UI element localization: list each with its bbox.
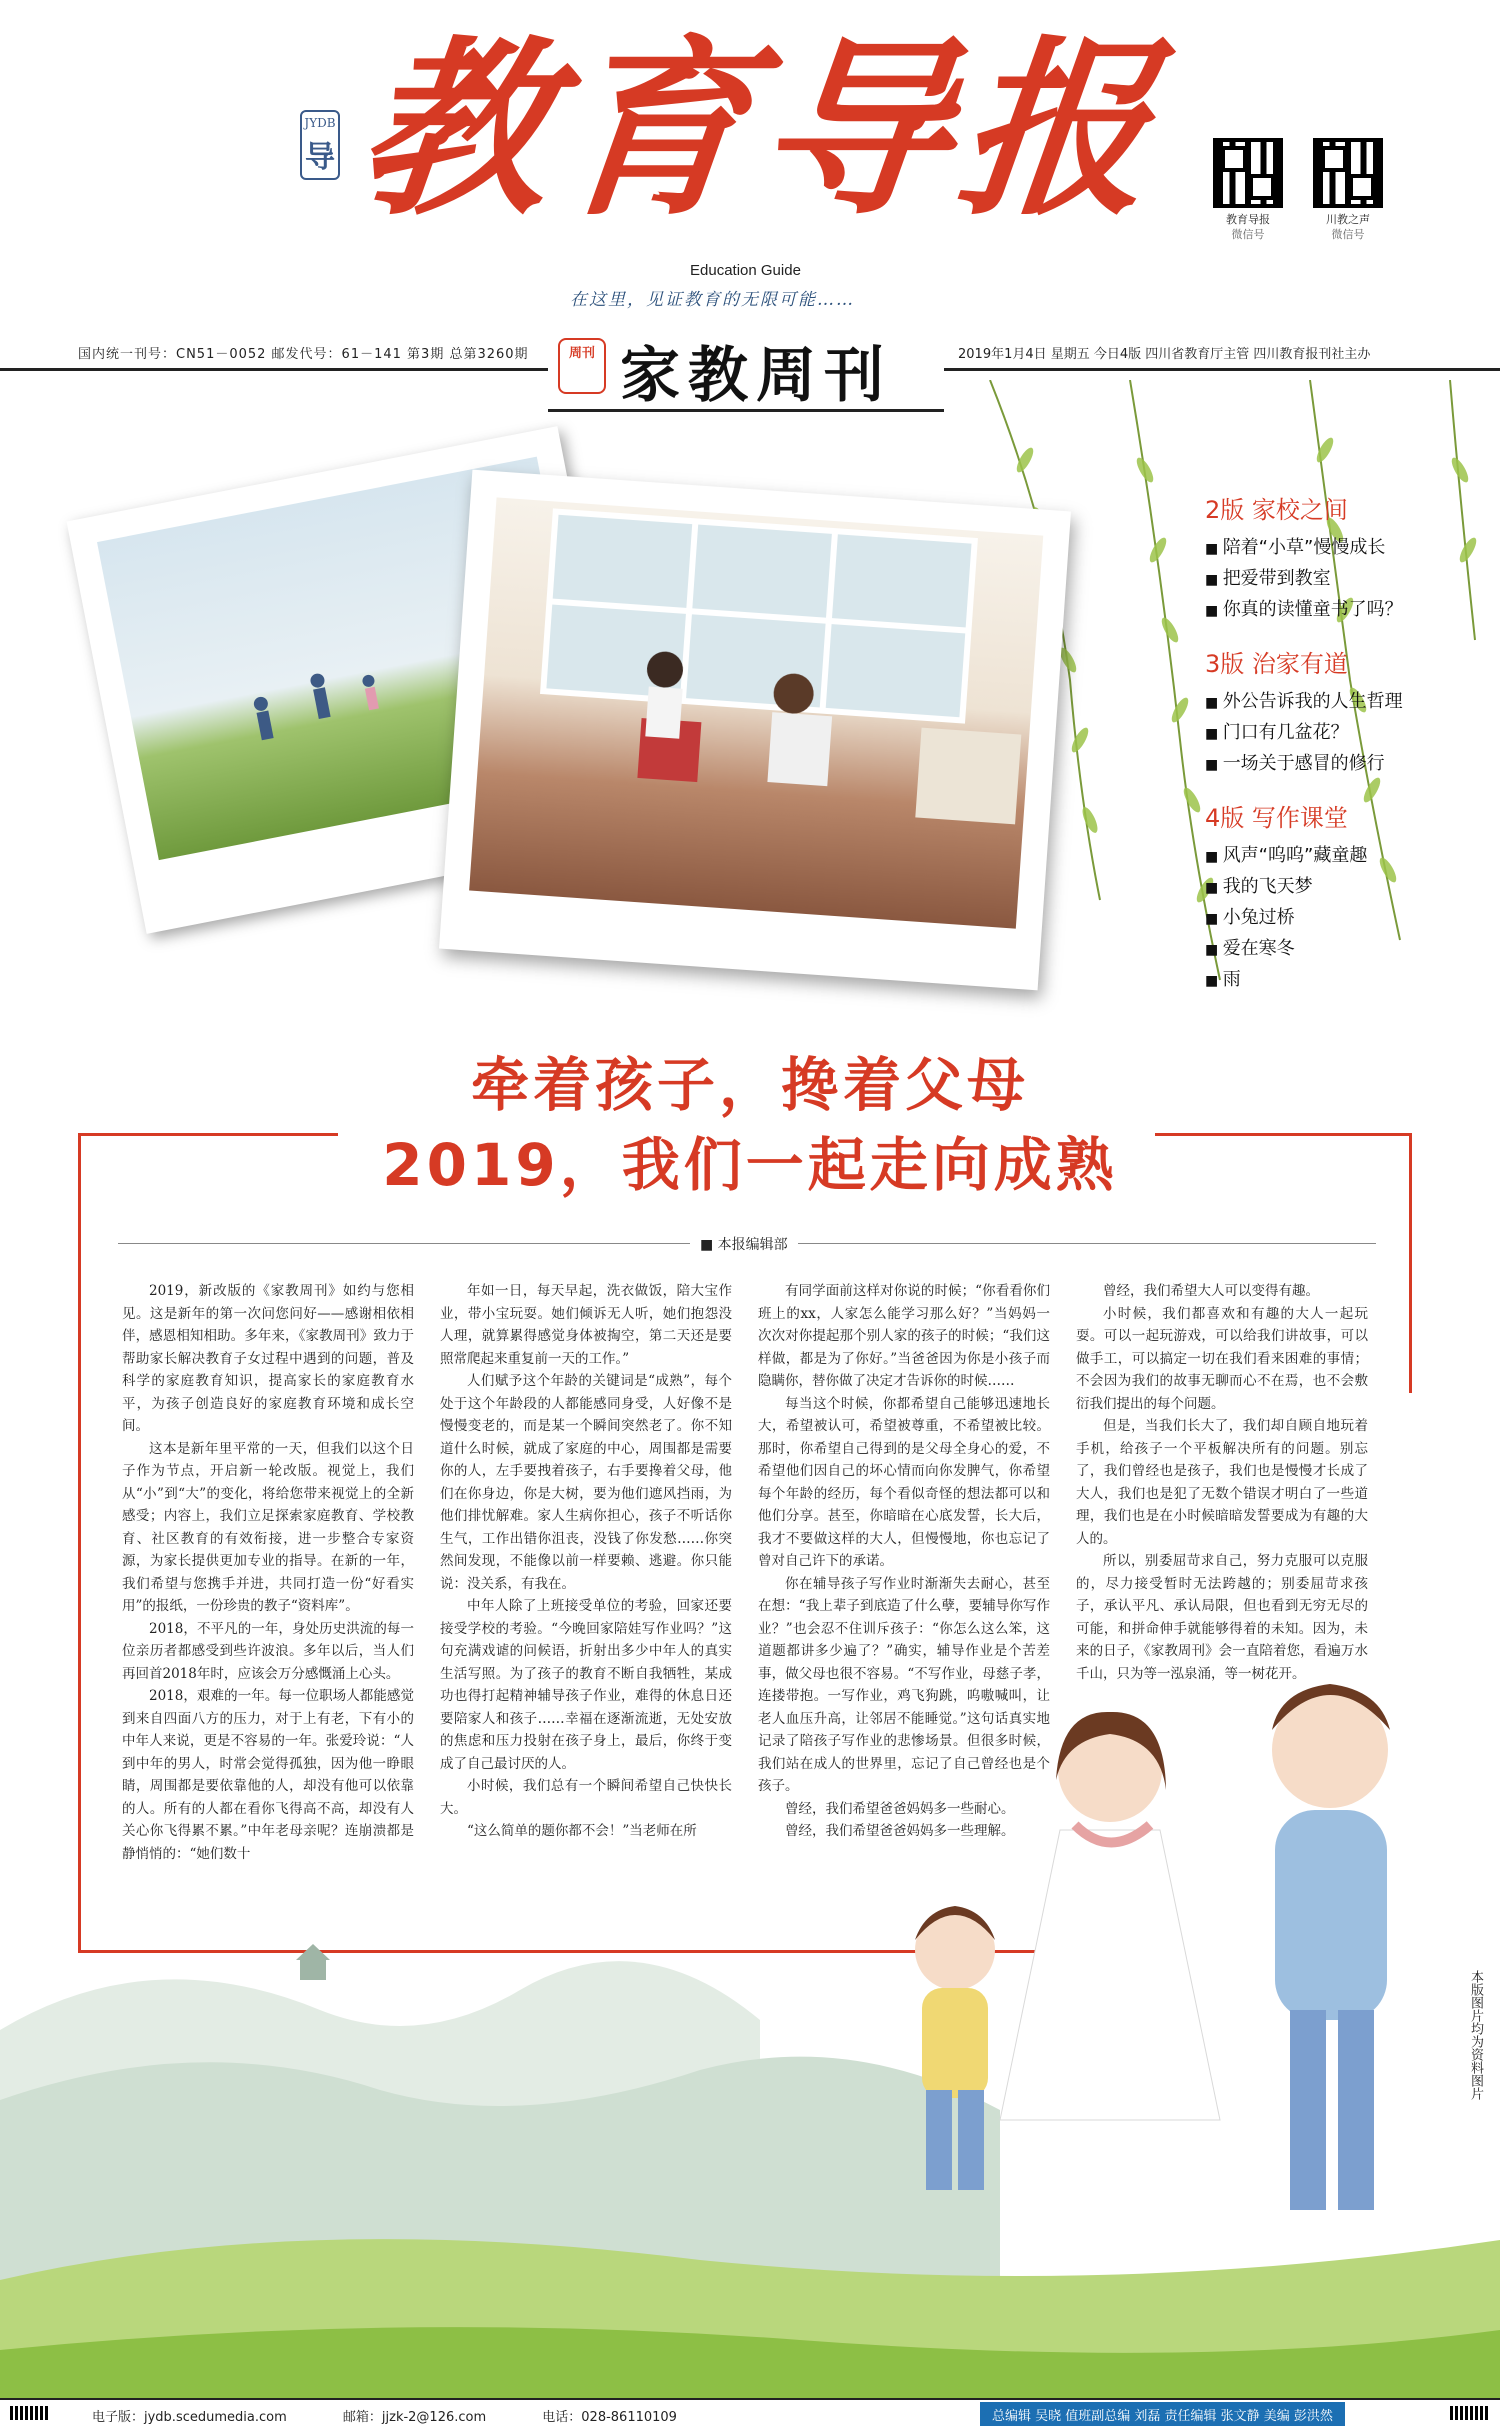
frame-border xyxy=(78,1133,338,1136)
toc-item[interactable]: ■ 一场关于感冒的修行 xyxy=(1205,749,1475,780)
weekly-title: 家教周刊 xyxy=(620,341,892,411)
paragraph: 2019，新改版的《家教周刊》如约与您相见。这是新年的第一次问您问好——感谢相依相伴，感恩相知相助。多年来，《家教周刊》致力于帮助家长解决教育子女过程中遇到的问题，普及科学的家庭教育知识，提高家长的家庭教育水平，为孩子创造良好的家庭教育环境和成长空间。 xyxy=(122,1283,414,1434)
frame-border xyxy=(1409,1133,1412,1393)
toc-heading[interactable]: 3版 治家有道 xyxy=(1205,650,1348,678)
barcode-decoration-icon xyxy=(1450,2406,1490,2420)
qr-code-icon[interactable] xyxy=(1313,138,1383,208)
paragraph: 这本是新年里平常的一天，但我们以这个日子作为节点，开启新一轮改版。视觉上，我们从“小”到“大”的变化，将给您带来视觉上的全新感受；内容上，我们立足探索家庭教育、学校教育、社区教育的有效衔接，进一步整合专家资源，为家长提供更加专业的指导。在新的一年，我们希望与您携手并进，共同打造一份“好看实用”的报纸，一份珍贵的教子“资料库”。 xyxy=(122,1440,414,1614)
toc-item[interactable]: ■ 门口有几盆花？ xyxy=(1205,718,1475,749)
paragraph: 人们赋予这个年龄的关键词是“成熟”，每个处于这个年龄段的人都能感同身受，人好像不是慢慢变老的，而是某一个瞬间突然老了。你不知道什么时候，就成了家庭的中心，周围都是需要你的人，左手要拽着孩子，右手要搀着父母，他们在你身边，你是大树，要为他们遮风挡雨，为他们排忧解难。家人生病你担心，孩子不听话你生气，工作出错你沮丧，没钱了你发愁……你突然间发现，不能像以前一样要赖、逃避。你只能说：没关系，有我在。 xyxy=(440,1373,732,1592)
image-credit-note: 本版图片均为资料图片 xyxy=(1468,1970,1483,2100)
paragraph: 曾经，我们希望大人可以变得有趣。 xyxy=(1103,1283,1319,1299)
paragraph: 小时候，我们都喜欢和有趣的大人一起玩耍。可以一起玩游戏，可以给我们讲故事，可以做手工，可以搞定一切在我们看来困难的事情；不会因为我们的故事无聊而心不在焉，也不会敷衍我们提出的每个问题。 xyxy=(1076,1305,1368,1412)
weekly-banner xyxy=(548,322,944,412)
issue-info: 国内统一刊号：CN51－0052 邮发代号：61－141 第3期 总第3260期 xyxy=(78,347,529,362)
toc-heading[interactable]: 2版 家校之间 xyxy=(1205,496,1348,524)
qr-code-icon[interactable] xyxy=(1213,138,1283,208)
paragraph: 2018，不平凡的一年，身处历史洪流的每一位亲历者都感受到些许波浪。多年以后，当人们再回首2018年时，应该会万分感慨涌上心头。 xyxy=(122,1620,414,1682)
qr-label: 川教之声 微信号 xyxy=(1326,213,1370,241)
footer-editors: 总编辑 吴晓 值班副总编 刘磊 责任编辑 张文静 美编 彭洪然 xyxy=(980,2402,1345,2426)
toc-item[interactable]: ■ 陪着“小草”慢慢成长 xyxy=(1205,533,1475,564)
headline-line1: 牵着孩子，搀着父母 xyxy=(470,1051,1029,1119)
article-column xyxy=(440,1280,732,1843)
toc-heading[interactable]: 4版 写作课堂 xyxy=(1205,804,1348,832)
qr-label: 教育导报 微信号 xyxy=(1226,213,1270,241)
frame-border xyxy=(1155,1133,1412,1136)
article-headline xyxy=(0,1045,1500,1205)
toc-item[interactable]: ■ 爱在寒冬 xyxy=(1205,934,1475,965)
frame-border xyxy=(78,1133,81,1953)
page-footer xyxy=(0,2398,1500,2428)
toc-item[interactable]: ■ 你真的读懂童书了吗？ xyxy=(1205,595,1475,626)
paragraph: 但是，当我们长大了，我们却自顾自地玩着手机，给孩子一个平板解决所有的问题。别忘了，我们曾经也是孩子，我们也是慢慢才长成了大人，我们也是犯了无数个错误才明白了一些道理，我们也是在小时候暗暗发誓要成为有趣的大人的。 xyxy=(1076,1418,1368,1547)
toc-item[interactable]: ■ 小兔过桥 xyxy=(1205,903,1475,934)
headline-line2: 2019，我们一起走向成熟 xyxy=(382,1131,1118,1199)
barcode-decoration-icon xyxy=(10,2406,50,2420)
date-info: 2019年1月4日 星期五 今日4版 四川省教育厅主管 四川教育报刊社主办 xyxy=(958,347,1371,362)
toc-item[interactable]: ■ 外公告诉我的人生哲理 xyxy=(1205,687,1475,718)
mother-daughter-photo xyxy=(439,470,1071,991)
newspaper-logo-icon xyxy=(300,110,340,180)
footer-contact xyxy=(92,2406,729,2425)
newspaper-slogan: 在这里，见证教育的无限可能…… xyxy=(570,290,855,310)
newspaper-title: 教育导报 xyxy=(348,18,1172,241)
paragraph: 曾经，我们希望爸爸妈妈多一些理解。 xyxy=(785,1823,1015,1839)
newspaper-title-en: Education Guide xyxy=(690,262,801,279)
paragraph: 小时候，我们总有一个瞬间希望自己快快长大。 xyxy=(440,1778,732,1817)
paragraph: 曾经，我们希望爸爸妈妈多一些耐心。 xyxy=(785,1800,1015,1817)
paragraph: 所以，别委屈苛求自己，努力克服可以克服的，尽力接受暂时无法跨越的；别委屈苛求孩子，承认平凡、承认局限，但也看到无穷无尽的可能，和拼命伸手就能够得着的未知。因为，未来的日子，《家教周刊》会一直陪着您，看遍万水千山，只为等一泓泉涌，等一树花开。 xyxy=(1076,1553,1368,1682)
toc-section-page3 xyxy=(1205,644,1475,780)
logo-text: JYDB xyxy=(304,116,336,130)
paragraph: 2018，艰难的一年。每一位职场人都能感觉到来自四面八方的压力，对于上有老，下有小的中年人来说，更是不容易的一年。张爱玲说：“人到中年的男人，时常会觉得孤独，因为他一睁眼睛，周围都是要依靠他的人，却没有他可以依靠的人。所有的人都在看你飞得高不高，却没有人关心你飞得累不累。”中年老母亲呢？连崩溃都是静悄悄的：“她们数十 xyxy=(122,1688,414,1862)
footer-phone: 电话：028-86110109 xyxy=(542,2410,677,2425)
footer-email[interactable]: 邮箱：jjzk-2@126.com xyxy=(342,2410,487,2425)
footer-website[interactable]: 电子版：jydb.scedumedia.com xyxy=(92,2410,287,2425)
toc-section-page2 xyxy=(1205,490,1475,626)
family-illustration xyxy=(860,1560,1480,2260)
toc-item[interactable]: ■ 把爱带到教室 xyxy=(1205,564,1475,595)
paragraph: 年如一日，每天早起，洗衣做饭，陪大宝作业，带小宝玩耍。她们倾诉无人听，她们抱怨没人理，就算累得感觉身体被掏空，第二天还是要照常爬起来重复前一天的工作。” xyxy=(440,1283,732,1367)
paragraph: “这么简单的题你都不会！”当老师在所 xyxy=(467,1823,697,1839)
logo-char: 导 xyxy=(305,140,335,175)
weekly-seal-icon: 周刊 xyxy=(558,338,606,394)
paragraph: 每当这个时候，你都希望自己能够迅速地长大，希望被认可，希望被尊重，不希望被比较。那时，你希望自己得到的是父母全身心的爱，不希望他们因自己的坏心情而向你发脾气，你希望每个年龄的经历，每个看似奇怪的想法都可以和他们分享。甚至，你暗暗在心底发誓，长大后，我才不要做这样的大人，但慢慢地，你也忘记了曾对自己许下的承诺。 xyxy=(758,1395,1050,1569)
toc-section-page4 xyxy=(1205,798,1475,996)
toc-item[interactable]: ■ 雨 xyxy=(1205,965,1475,996)
paragraph: 你在辅导孩子写作业时渐渐失去耐心，甚至在想：“我上辈子到底造了什么孽，要辅导你写作业？”也会忍不住训斥孩子：“你怎么这么笨，这道题都讲多少遍了？”确实，辅导作业是个苦差事，做父母也很不容易。“不写作业，母慈子孝，连搂带抱。一写作业，鸡飞狗跳，呜嗷喊叫，让老人血压升高，让邻居不能睡觉。”这句话真实地记录了陪孩子写作业的悲惨场景。但很多时候，我们站在成人的世界里，忘记了自己曾经也是个孩子。 xyxy=(758,1575,1050,1794)
article-byline: ■ 本报编辑部 xyxy=(690,1234,798,1254)
masthead xyxy=(0,0,1500,360)
article-column xyxy=(122,1280,414,1865)
toc-item[interactable]: ■ 我的飞天梦 xyxy=(1205,872,1475,903)
toc-item[interactable]: ■ 风声“呜呜”藏童趣 xyxy=(1205,841,1475,872)
paragraph: 中年人除了上班接受单位的考验，回家还要接受学校的考验。“今晚回家陪娃写作业吗？”这句充满戏谑的问候语，折射出多少中年人的真实生活写照。为了孩子的教育不断自我牺牲，某成功也得打起精神辅导孩子作业，难得的休息日还要陪家人和孩子……幸福在逐渐流逝，无处安放的焦虑和压力投射在孩子身上，最后，你终于变成了自己最讨厌的人。 xyxy=(440,1598,732,1772)
table-of-contents xyxy=(1205,490,1475,1014)
paragraph: 有同学面前这样对你说的时候；“你看看你们班上的xx，人家怎么能学习那么好？”当妈妈一次次对你提起那个别人家的孩子的时候；“我们这样做，都是为了你好。”当爸爸因为你是小孩子而隐瞒你，替你做了决定才告诉你的时候…… xyxy=(758,1283,1050,1389)
